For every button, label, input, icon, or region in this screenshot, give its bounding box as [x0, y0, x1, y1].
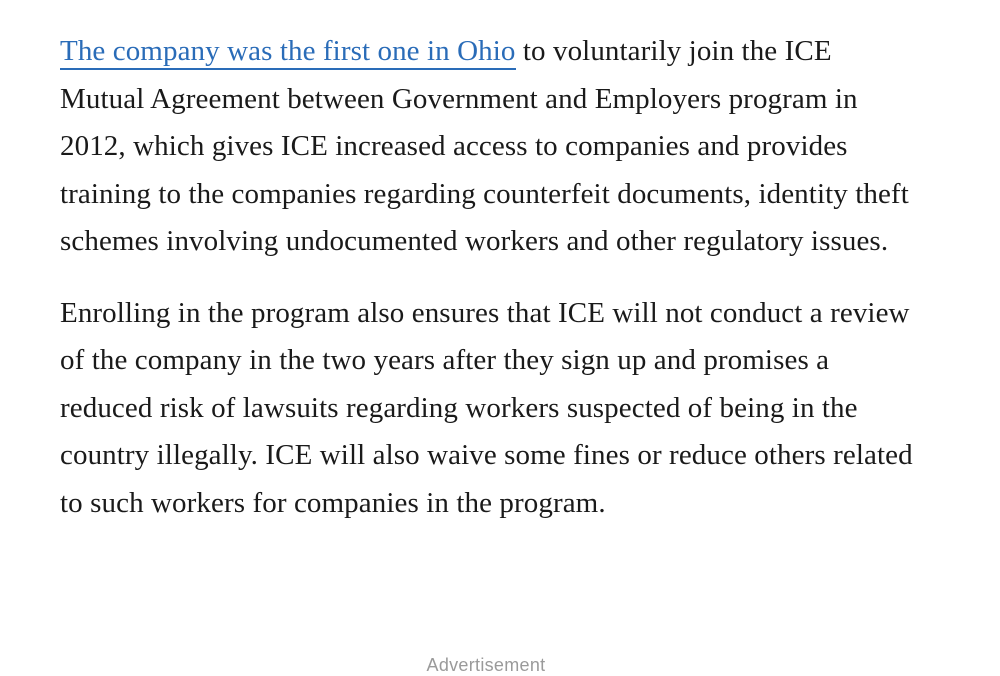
paragraph-2: Enrolling in the program also ensures that ICE will not conduct a review of the company in the two years after they sign up and promises a reduced risk of lawsuits regarding workers suspected of being in the country illegally. ICE will also waive some fines or reduce others related to such workers for companies in the program.	[60, 296, 913, 519]
paragraph-1-text: to voluntarily join the ICE Mutual Agreement between Government and Employers program in 2012, which gives ICE increased access to companies and provides training to the companies regarding counterfeit documents, identity theft schemes involving undocumented workers and other regulatory issues.	[60, 35, 909, 257]
advertisement-label: Advertisement	[426, 655, 546, 675]
inline-article-link[interactable]: The company was the first one in Ohio	[60, 35, 516, 70]
article-body	[60, 28, 920, 527]
paragraph-1	[60, 28, 920, 266]
